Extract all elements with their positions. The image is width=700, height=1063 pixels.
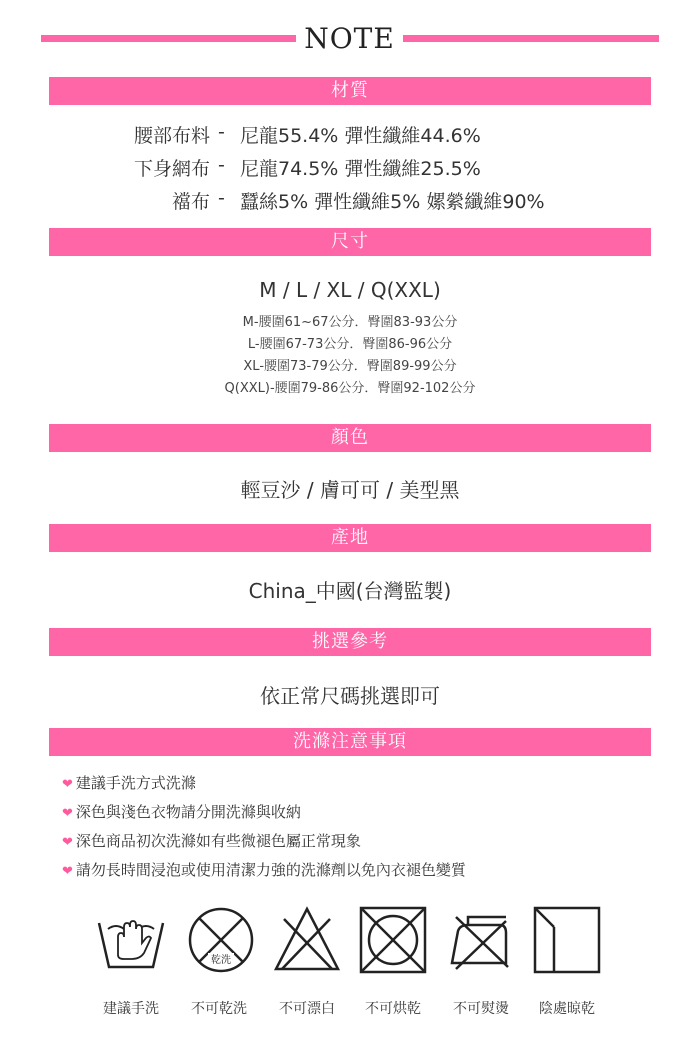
- page-title: NOTE: [304, 22, 395, 55]
- heart-icon: ❤: [62, 835, 73, 850]
- material-dash: -: [218, 187, 225, 209]
- dryclean-text: 乾洗: [211, 955, 231, 966]
- section-bar-size: 尺寸: [49, 228, 651, 256]
- material-value: 尼龍74.5% 彈性纖維25.5%: [240, 158, 481, 180]
- wash-item: [62, 801, 301, 822]
- care-label: 不可乾洗: [191, 1001, 247, 1017]
- fit-text: 依正常尺碼挑選即可: [260, 684, 440, 708]
- care-label: 不可烘乾: [365, 1001, 421, 1017]
- care-label: 建議手洗: [103, 1001, 159, 1017]
- size-row: XL-腰圍73-79公分．臀圍89-99公分: [243, 359, 457, 374]
- material-row: [0, 154, 700, 182]
- hand-wash-icon: [96, 905, 166, 975]
- origin-text: China_中國(台灣監製): [248, 579, 452, 603]
- header-line-right: [403, 35, 659, 42]
- section-bar-wash: 洗滌注意事項: [49, 728, 651, 756]
- heart-icon: ❤: [62, 806, 73, 821]
- wash-item-text: 深色商品初次洗滌如有些微褪色屬正常現象: [75, 832, 361, 850]
- size-row: M-腰圍61~67公分．臀圍83-93公分: [242, 315, 458, 330]
- wash-item: [62, 859, 466, 880]
- no-bleach-icon: [272, 905, 342, 975]
- heart-icon: ❤: [62, 864, 73, 879]
- header-line-left: [41, 35, 296, 42]
- section-bar-material: 材質: [49, 77, 651, 105]
- material-value: 蠶絲5% 彈性纖維5% 嫘縈纖維90%: [240, 191, 545, 213]
- sizes-headline: M / L / XL / Q(XXL): [259, 278, 441, 302]
- material-row: [0, 187, 700, 215]
- material-dash: -: [218, 154, 225, 176]
- section-bar-origin: 產地: [49, 524, 651, 552]
- wash-item: [62, 772, 196, 793]
- care-label: 不可熨燙: [453, 1001, 509, 1017]
- no-tumble-dry-icon: [358, 905, 428, 975]
- care-label: 不可漂白: [279, 1001, 335, 1017]
- material-label: 襠布: [171, 191, 210, 213]
- colors-text: 輕豆沙 / 膚可可 / 美型黑: [240, 478, 460, 502]
- size-row: L-腰圍67-73公分．臀圍86-96公分: [247, 337, 453, 352]
- note-header: [0, 22, 700, 54]
- size-row: Q(XXL)-腰圍79-86公分．臀圍92-102公分: [224, 381, 476, 396]
- material-value: 尼龍55.4% 彈性纖維44.6%: [240, 125, 481, 147]
- wash-item: [62, 830, 361, 851]
- material-label: 下身網布: [133, 158, 210, 180]
- no-iron-icon: [446, 905, 516, 975]
- shade-dry-icon: [532, 905, 602, 975]
- section-bar-fit: 挑選參考: [49, 628, 651, 656]
- section-bar-color: 顏色: [49, 424, 651, 452]
- material-label: 腰部布料: [133, 125, 210, 147]
- wash-item-text: 深色與淺色衣物請分開洗滌與收納: [75, 803, 301, 821]
- wash-item-text: 建議手洗方式洗滌: [75, 774, 196, 792]
- heart-icon: ❤: [62, 777, 73, 792]
- care-label: 陰處晾乾: [539, 1001, 595, 1017]
- wash-item-text: 請勿長時間浸泡或使用清潔力強的洗滌劑以免內衣褪色變質: [75, 861, 466, 879]
- no-dry-clean-icon: [186, 905, 256, 975]
- material-dash: -: [218, 121, 225, 143]
- material-row: [0, 121, 700, 149]
